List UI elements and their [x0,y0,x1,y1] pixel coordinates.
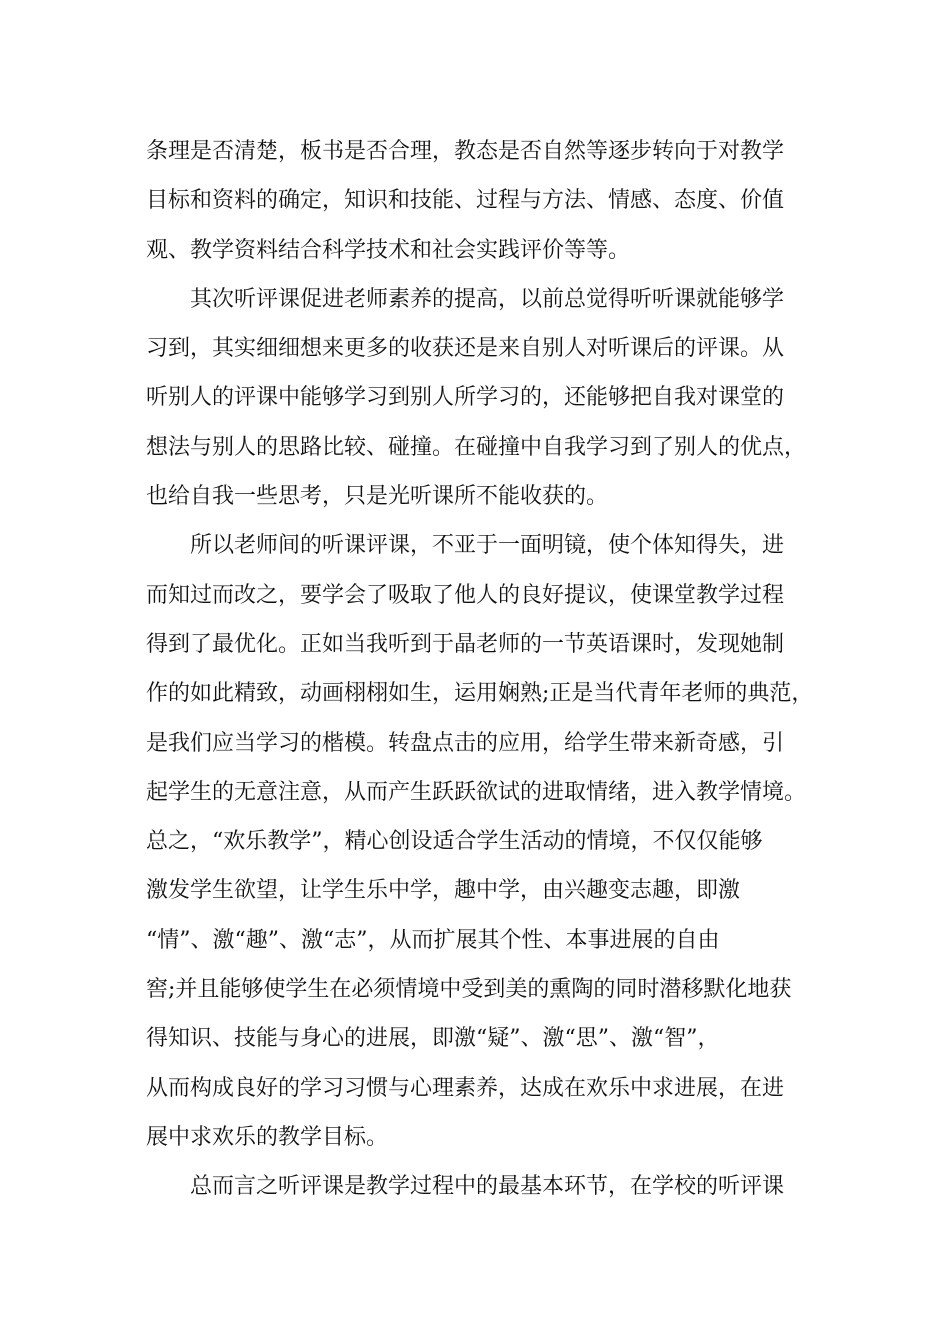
paragraph-3-line-4: 作的如此精致，动画栩栩如生，运用娴熟;正是当代青年老师的典范， [146,681,814,707]
paragraph-2-line-5: 也给自我一些思考，只是光听课所不能收获的。 [146,484,609,510]
body-text [146,127,826,1212]
paragraph-3-line-1: 所以老师间的听课评课，不亚于一面明镜，使个体知得失，进 [190,533,785,559]
paragraph-1-line-2: 目标和资料的确定，知识和技能、过程与方法、情感、态度、价值 [146,188,785,214]
paragraph-3-line-6: 起学生的无意注意，从而产生跃跃欲试的进取情绪，进入教学情境。 [146,779,807,805]
paragraph-4-line-1: 总而言之听评课是教学过程中的最基本环节，在学校的听评课 [190,1174,785,1200]
paragraph-3-line-11: 得知识、技能与身心的进展，即激“疑”、激“思”、激“智”， [146,1026,720,1052]
paragraph-2-line-2: 习到，其实细细想来更多的收获还是来自别人对听课后的评课。从 [146,336,785,362]
paragraph-3-line-12: 从而构成良好的学习习惯与心理素养，达成在欢乐中求进展，在进 [146,1075,785,1101]
paragraph-2-line-3: 听别人的评课中能够学习到别人所学习的，还能够把自我对课堂的 [146,385,785,411]
paragraph-2-line-4: 想法与别人的思路比较、碰撞。在碰撞中自我学习到了别人的优点， [146,434,807,460]
paragraph-3-line-3: 得到了最优化。正如当我听到于晶老师的一节英语课时，发现她制 [146,631,785,657]
paragraph-1-line-1: 条理是否清楚，板书是否合理，教态是否自然等逐步转向于对教学 [146,139,785,164]
paragraph-3-line-10: 窖;并且能够使学生在必须情境中受到美的熏陶的同时潜移默化地获 [146,977,792,1003]
paragraph-3-line-5: 是我们应当学习的楷模。转盘点击的应用，给学生带来新奇感，引 [146,730,785,756]
paragraph-1-line-3: 观、教学资料结合科学技术和社会实践评价等等。 [146,237,631,263]
paragraph-3-line-13: 展中求欢乐的教学目标。 [146,1124,389,1150]
paragraph-3-line-9: “情”、激“趣”、激“志”，从而扩展其个性、本事进展的自由 [146,927,720,953]
paragraph-3-line-8: 激发学生欲望，让学生乐中学，趣中学，由兴趣变志趣，即激 [146,878,741,904]
paragraph-3-line-2: 而知过而改之，要学会了吸取了他人的良好提议，使课堂教学过程 [146,582,785,608]
paragraph-3-line-7: 总之，“欢乐教学”，精心创设适合学生活动的情境，不仅仅能够 [146,829,763,855]
paragraph-2-line-1: 其次听评课促进老师素养的提高，以前总觉得听听课就能够学 [190,286,785,312]
